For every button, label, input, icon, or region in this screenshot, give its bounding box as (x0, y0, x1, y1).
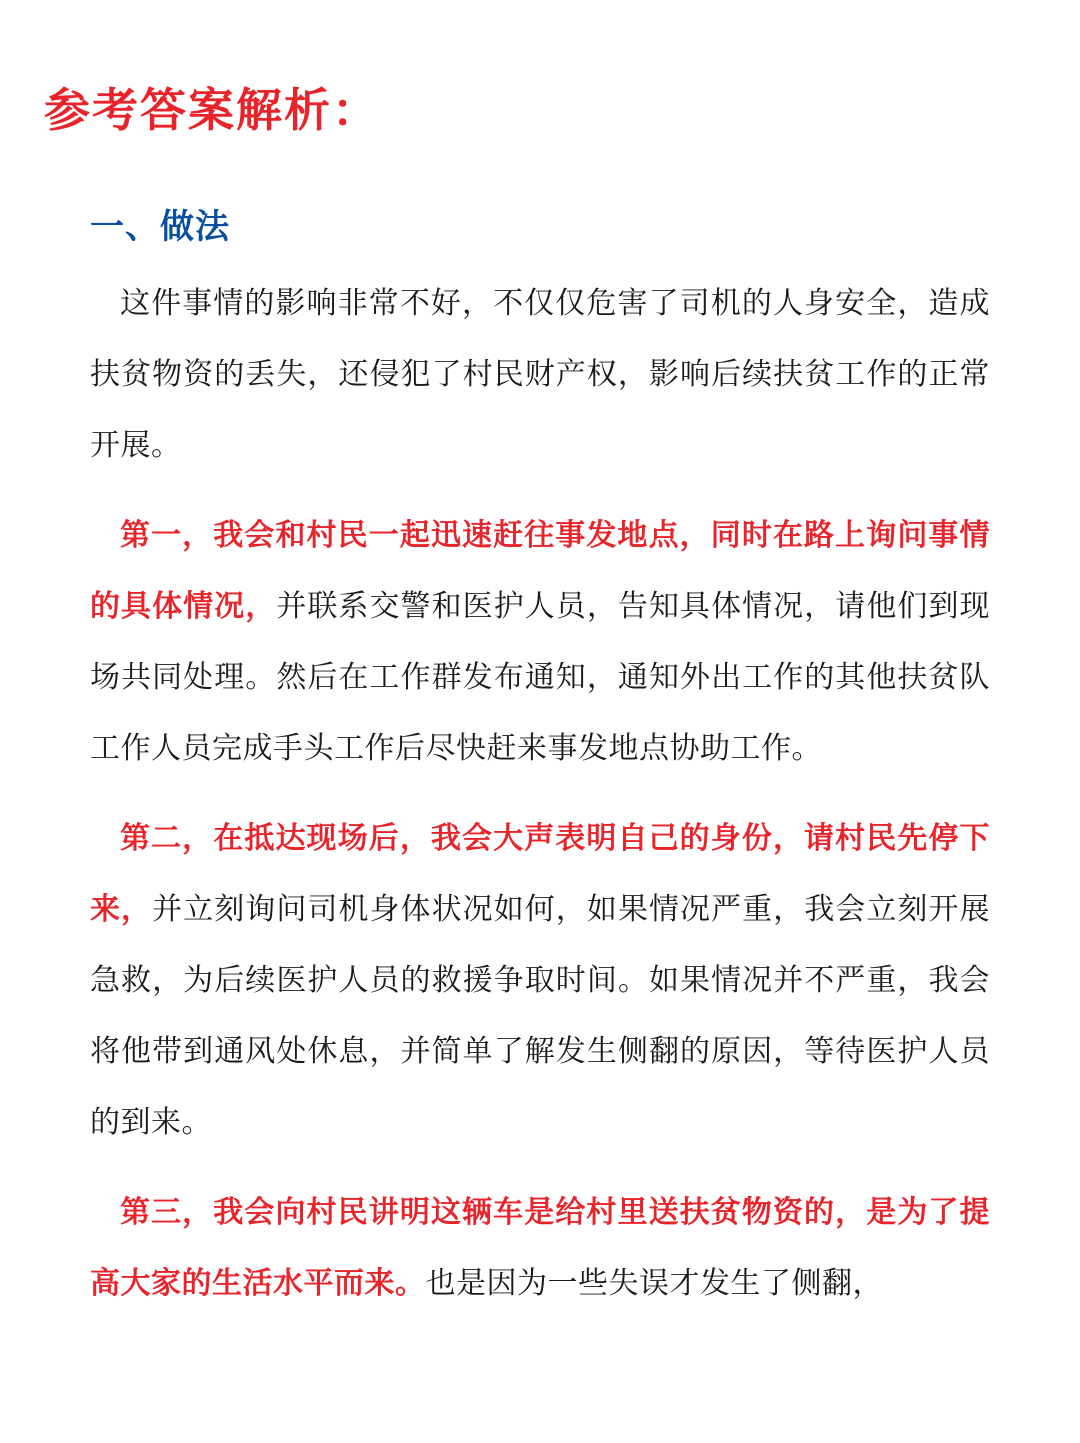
paragraph-text: 并立刻询问司机身体状况如何，如果情况严重，我会立刻开展急救，为后续医护人员的救援争取时间。如果情况并不严重，我会将他带到通风处休息，并简单了解发生侧翻的原因，等待医护人员的到来。 (90, 892, 991, 1140)
paragraph-highlight: 第二，在抵达现场后，我会大声表明自己的身份，请村民先停下来， (90, 821, 990, 927)
paragraph-step-2 (90, 803, 990, 1158)
section-heading: 一、做法 (90, 207, 230, 247)
paragraph-highlight: 第一，我会和村民一起迅速赶往事发地点，同时在路上询问事情的具体情况， (90, 518, 990, 624)
paragraph-step-1 (90, 500, 990, 784)
answer-content (90, 268, 990, 1338)
paragraph-intro (90, 268, 990, 481)
paragraph-text: 这件事情的影响非常不好，不仅仅危害了司机的人身安全，造成扶贫物资的丢失，还侵犯了村民财产权，影响后续扶贫工作的正常开展。 (90, 286, 990, 463)
paragraph-step-3 (90, 1177, 990, 1319)
paragraph-text: 并联系交警和医护人员，告知具体情况，请他们到现场共同处理。然后在工作群发布通知，通知外出工作的其他扶贫队工作人员完成手头工作后尽快赶来事发地点协助工作。 (90, 589, 991, 766)
paragraph-text: 也是因为一些失误才发生了侧翻， (425, 1266, 883, 1301)
page-title: 参考答案解析： (44, 83, 380, 137)
paragraph-highlight: 第三，我会向村民讲明这辆车是给村里送扶贫物资的，是为了提高大家的生活水平而来。 (90, 1195, 990, 1301)
